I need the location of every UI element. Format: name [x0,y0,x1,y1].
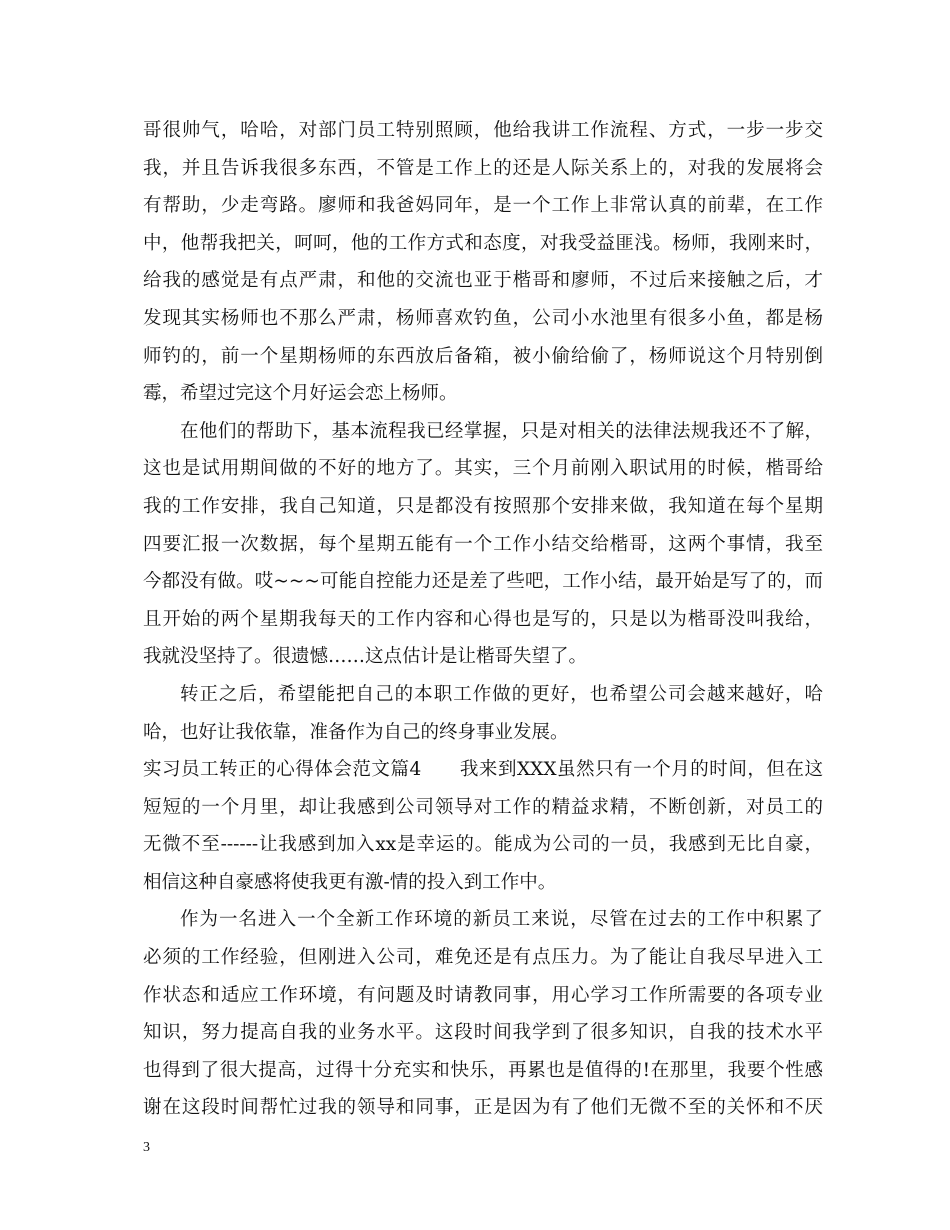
text-line: 哈，也好让我依靠，准备作为自己的终身事业发展。 [143,721,569,743]
text-line: 师钓的，前一个星期杨师的东西放后备箱，被小偷给偷了，杨师说这个月特别倒 [143,345,823,367]
text-line: 有帮助，少走弯路。廖师和我爸妈同年，是一个工作上非常认真的前辈，在工作 [143,195,823,217]
text-line: 短短的一个月里，却让我感到公司领导对工作的精益求精，不断创新，对员工的 [143,796,823,818]
text-line: 且开始的两个星期我每天的工作内容和心得也是写的，只是以为楷哥没叫我给， [143,608,823,630]
text-line: 这也是试用期间做的不好的地方了。其实，三个月前刚入职试用的时候，楷哥给 [143,458,823,480]
document-body [143,112,823,1127]
text-line: 相信这种自豪感将使我更有激-情的投入到工作中。 [143,871,557,893]
text-line: 无微不至------让我感到加入xx是幸运的。能成为公司的一员，我感到无比自豪， [143,834,823,856]
text-line: 作为一名进入一个全新工作环境的新员工来说，尽管在过去的工作中积累了 [180,909,823,931]
text-line: 实习员工转正的心得体会范文篇4 我来到XXX虽然只有一个月的时间，但在这 [143,759,823,781]
text-line: 哥很帅气，哈哈，对部门员工特别照顾，他给我讲工作流程、方式，一步一步交 [143,120,823,141]
text-line: 转正之后，希望能把自己的本职工作做的更好，也希望公司会越来越好，哈 [180,683,823,705]
text-line: 我就没坚持了。很遗憾……这点估计是让楷哥失望了。 [143,646,588,668]
text-line: 中，他帮我把关，呵呵，他的工作方式和态度，对我受益匪浅。杨师，我刚来时， [143,232,823,254]
text-line: 今都没有做。哎~~~可能自控能力还是差了些吧，工作小结，最开始是写了的，而 [143,571,823,593]
text-line: 谢在这段时间帮忙过我的领导和同事，正是因为有了他们无微不至的关怀和不厌 [143,1097,823,1119]
page-number: 3 [143,1140,150,1155]
text-line: 四要汇报一次数据，每个星期五能有一个工作小结交给楷哥，这两个事情，我至 [143,533,823,555]
text-line: 作状态和适应工作环境，有问题及时请教同事，用心学习工作所需要的各项专业 [143,984,823,1006]
text-line: 我，并且告诉我很多东西，不管是工作上的还是人际关系上的，对我的发展将会 [143,157,823,179]
text-line: 发现其实杨师也不那么严肃，杨师喜欢钓鱼，公司小水池里有很多小鱼，都是杨 [143,307,823,329]
text-line: 知识，努力提高自我的业务水平。这段时间我学到了很多知识，自我的技术水平 [143,1022,823,1044]
text-line: 霉，希望过完这个月好运会恋上杨师。 [143,383,458,405]
text-line: 我的工作安排，我自己知道，只是都没有按照那个安排来做，我知道在每个星期 [143,495,823,517]
text-line: 给我的感觉是有点严肃，和他的交流也亚于楷哥和廖师，不过后来接触之后，才 [143,270,823,292]
text-line: 也得到了很大提高，过得十分充实和快乐，再累也是值得的!在那里，我要个性感 [143,1059,823,1081]
text-line: 必须的工作经验，但刚进入公司，难免还是有点压力。为了能让自我尽早进入工 [143,947,823,969]
text-line: 在他们的帮助下，基本流程我已经掌握，只是对相关的法律法规我还不了解， [180,420,823,442]
